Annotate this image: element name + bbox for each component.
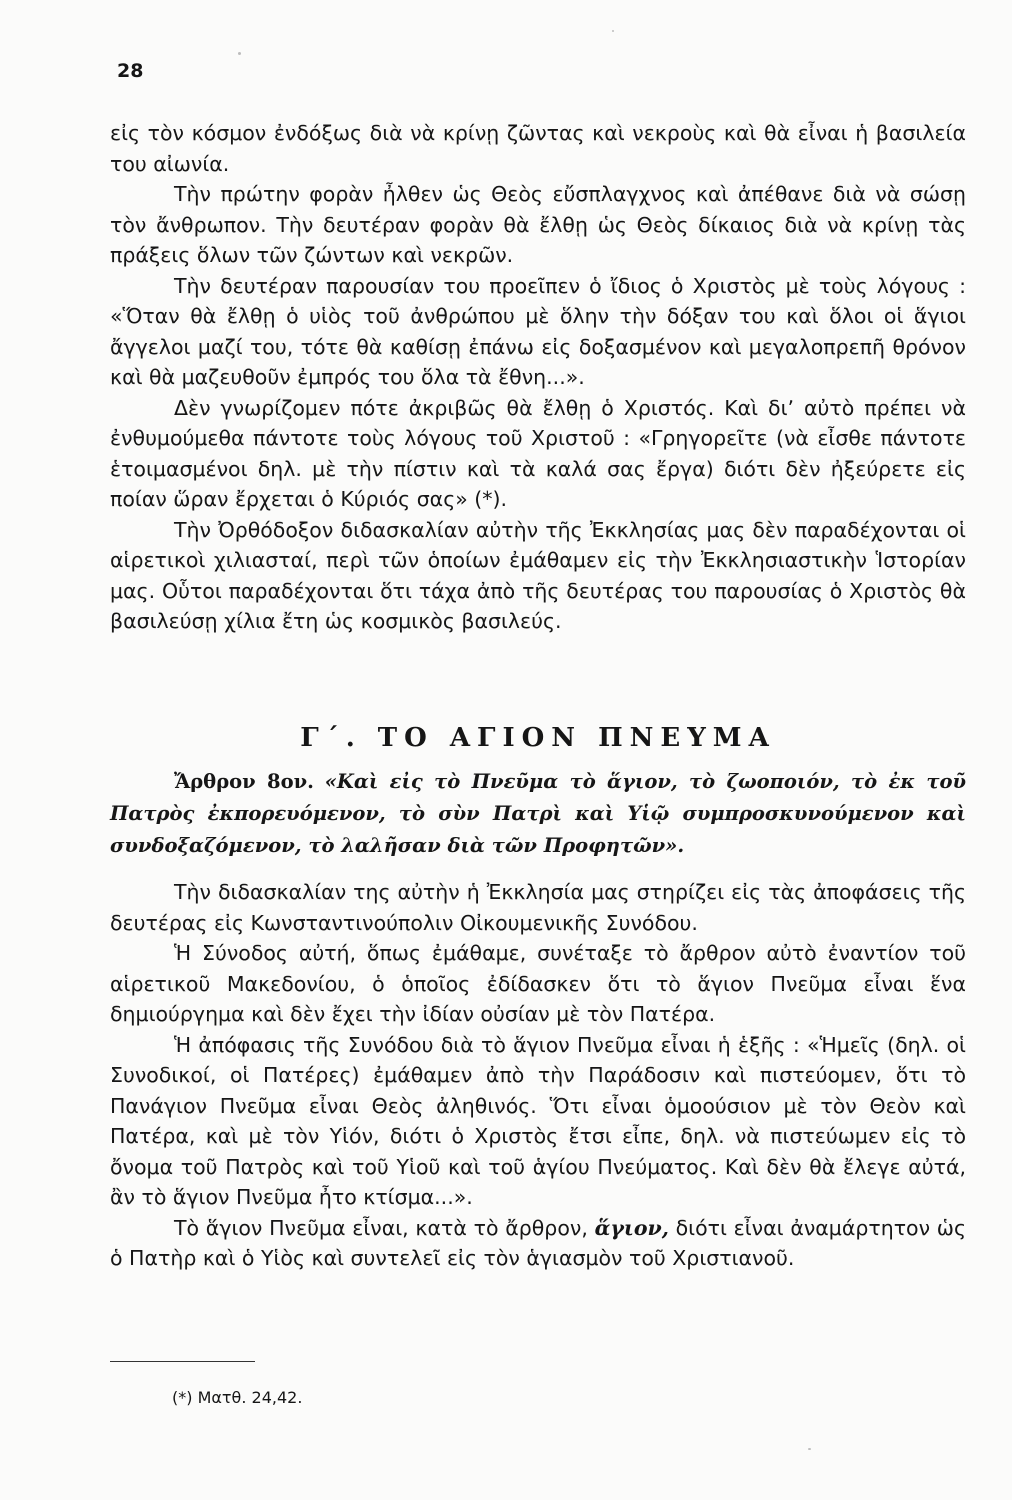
section-heading: Γ΄. ΤΟ ΑΓΙΟΝ ΠΝΕΥΜΑ (300, 723, 776, 753)
page-number: 28 (117, 60, 144, 82)
section-holy-spirit (110, 877, 966, 1274)
paragraph-part: διότι εἶναι ἀναμάρτητον ὡς ὁ Πατὴρ καὶ ὁ Υἱὸς καὶ συντελεῖ εἰς τὸν ἁγιασμὸν τοῦ Χριστιανοῦ. (110, 1215, 966, 1270)
paragraph: Ἡ ἀπόφασις τῆς Συνόδου διὰ τὸ ἅγιον Πνεῦμα εἶναι ἡ ἑξῆς : «Ἡμεῖς (δηλ. οἱ Συνοδικοί, οἱ Πατέρες) ἐμάθαμεν ἀπὸ τὴν Παράδοσιν καὶ πιστεύομεν, ὅτι τὸ Πανάγιον Πνεῦμα εἶναι Θεὸς ἀληθινός. Ὅτι εἶναι ὁμοούσιον μὲ τὸν Θεὸν καὶ Πατέρα, καὶ μὲ τὸν Υἱόν, διότι ὁ Χριστὸς ἔτσι εἶπε, δηλ. νὰ πιστεύωμεν εἰς τὸ ὄνομα τοῦ Πατρὸς καὶ τοῦ Υἱοῦ καὶ τοῦ ἁγίου Πνεύματος. Καὶ δὲν θὰ ἔλεγε αὐτά, ἂν τὸ ἅγιον Πνεῦμα ἦτο κτίσμα...». (110, 1032, 966, 1209)
footnote-divider (110, 1361, 255, 1362)
emphasis: ἅγιον, (594, 1215, 669, 1240)
article-quote: «Καὶ εἰς τὸ Πνεῦμα τὸ ἅγιον, τὸ ζωοποιόν, τὸ ἐκ τοῦ Πατρὸς ἐκπορευόμενον, τὸ σὺν Πατρὶ καὶ Υἱῷ συμπροσκυνούμενον καὶ συνδοξαζόμενον, τὸ λαλῆσαν διὰ τῶν Προφητῶν». (110, 770, 966, 857)
paper-speck (612, 30, 614, 32)
article-statement (110, 766, 966, 862)
paragraph: εἰς τὸν κόσμον ἐνδόξως διὰ νὰ κρίνῃ ζῶντας καὶ νεκροὺς καὶ θὰ εἶναι ἡ βασιλεία του αἰωνία. (110, 121, 966, 176)
article-number: Ἄρθρον 8ον. (174, 770, 314, 793)
paragraph: Δὲν γνωρίζομεν πότε ἀκριβῶς θὰ ἔλθῃ ὁ Χριστός. Καὶ διʼ αὐτὸ πρέπει νὰ ἐνθυμούμεθα πάντοτε τοὺς λόγους τοῦ Χριστοῦ : «Γρηγορεῖτε (νὰ εἶσθε πάντοτε ἑτοιμασμένοι δηλ. μὲ τὴν πίστιν καὶ τὰ καλά σας ἔργα) διότι δὲν ἠξεύρετε εἰς ποίαν ὥραν ἔρχεται ὁ Κύριός σας» (*). (110, 395, 966, 511)
paragraph: Τὴν Ὀρθόδοξον διδασκαλίαν αὐτὴν τῆς Ἐκκλησίας μας δὲν παραδέχονται οἱ αἱρετικοὶ χιλιασταί, περὶ τῶν ὁποίων ἐμάθαμεν εἰς τὴν Ἐκκλησιαστικὴν Ἱστορίαν μας. Οὗτοι παραδέχονται ὅτι τάχα ἀπὸ τῆς δευτέρας του παρουσίας ὁ Χριστὸς θὰ βασιλεύσῃ χίλια ἔτη ὡς κοσμικὸς βασιλεύς. (110, 517, 966, 633)
paper-speck (808, 1448, 811, 1450)
paragraph: Ἡ Σύνοδος αὐτή, ὅπως ἐμάθαμε, συνέταξε τὸ ἄρθρον αὐτὸ ἐναντίον τοῦ αἱρετικοῦ Μακεδονίου, ὁ ὁποῖος ἐδίδασκεν ὅτι τὸ ἅγιον Πνεῦμα εἶναι ἕνα δημιούργημα καὶ δὲν ἔχει τὴν ἰδίαν οὐσίαν μὲ τὸν Πατέρα. (110, 941, 966, 1026)
paragraph (110, 1213, 966, 1274)
footnote: (*) Ματθ. 24,42. (172, 1388, 303, 1407)
paper-speck (238, 52, 241, 55)
paragraph: Τὴν πρώτην φορὰν ἦλθεν ὡς Θεὸς εὔσπλαγχνος καὶ ἀπέθανε διὰ νὰ σώσῃ τὸν ἄνθρωπον. Τὴν δευτέραν φορὰν θὰ ἔλθῃ ὡς Θεὸς δίκαιος διὰ νὰ κρίνῃ τὰς πράξεις ὅλων τῶν ζώντων καὶ νεκρῶν. (110, 182, 966, 267)
section-second-coming (110, 118, 966, 637)
paragraph: Τὴν δευτέραν παρουσίαν του προεῖπεν ὁ ἴδιος ὁ Χριστὸς μὲ τοὺς λόγους : «Ὅταν θὰ ἔλθῃ ὁ υἱὸς τοῦ ἀνθρώπου μὲ ὅλην τὴν δόξαν του καὶ ὅλοι οἱ ἅγιοι ἄγγελοι μαζί του, τότε θὰ καθίσῃ ἐπάνω εἰς δοξασμένον καὶ μεγαλοπρεπῆ θρόνον καὶ θὰ μαζευθοῦν ἐμπρός του ὅλα τὰ ἔθνη...». (110, 273, 966, 389)
paragraph: Τὴν διδασκαλίαν της αὐτὴν ἡ Ἐκκλησία μας στηρίζει εἰς τὰς ἀποφάσεις τῆς δευτέρας εἰς Κωνσταντινούπολιν Οἰκουμενικῆς Συνόδου. (110, 880, 966, 935)
paragraph-part: Τὸ ἅγιον Πνεῦμα εἶναι, κατὰ τὸ ἄρθρον, (174, 1215, 588, 1240)
